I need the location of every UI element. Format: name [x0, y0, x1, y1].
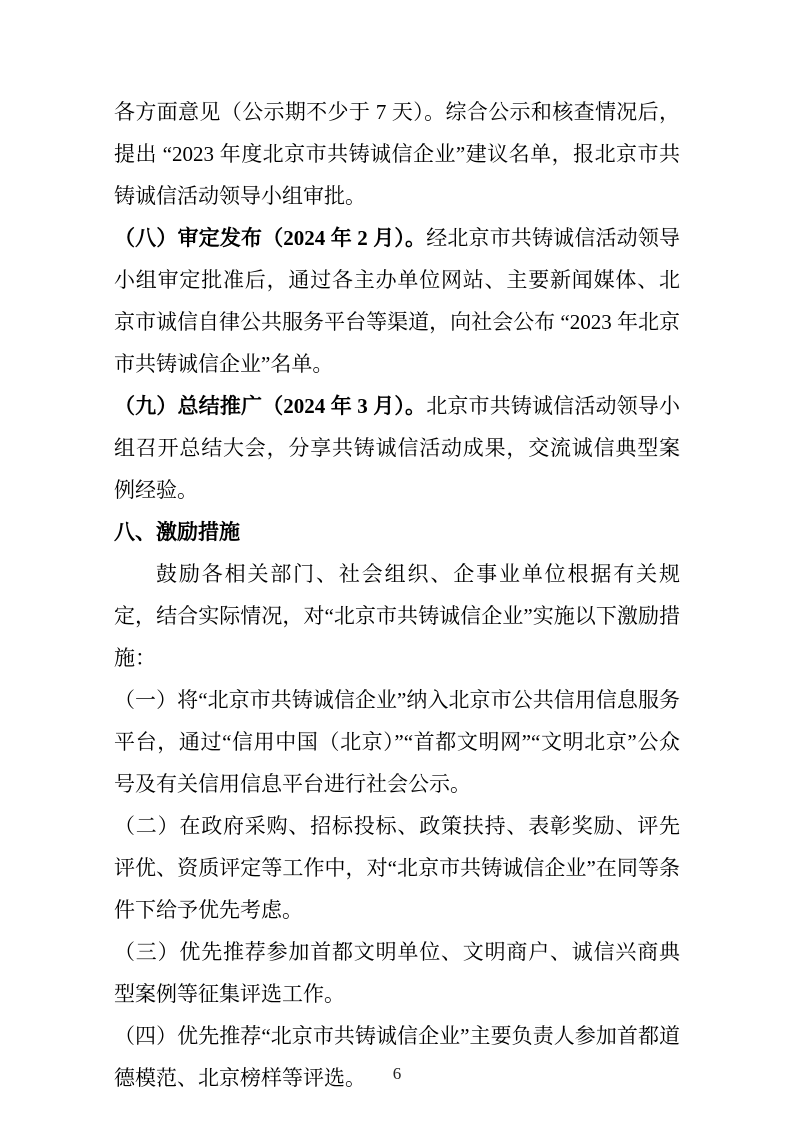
text-run: 北京市共铸诚信活动领导小组召开总结大会，分享共铸诚信活动成果，交流诚信典型案例经验。 — [114, 394, 681, 502]
paragraph-step-8-review-release — [114, 217, 680, 385]
text-run: （二）在政府采购、招标投标、政策扶持、表彰奖励、评先评优、资质评定等工作中，对“北京市共铸诚信企业”在同等条件下给予优先考虑。 — [114, 814, 680, 922]
text-run: 经北京市共铸诚信活动领导小组审定批准后，通过各主办单位网站、主要新闻媒体、北京市诚信自律公共服务平台等渠道，向社会公布 “2023 年北京市共铸诚信企业”名单。 — [114, 226, 681, 376]
bold-text-run: （九）总结推广（2024 年 3 月）。 — [114, 394, 427, 418]
text-run: （三）优先推荐参加首都文明单位、文明商户、诚信兴商典型案例等征集评选工作。 — [114, 940, 680, 1006]
text-run: （四）优先推荐“北京市共铸诚信企业”主要负责人参加首都道德模范、北京榜样等评选。 — [114, 1024, 680, 1090]
text-run: 鼓励各相关部门、社会组织、企事业单位根据有关规定，结合实际情况，对“北京市共铸诚信企业”实施以下激励措施： — [114, 562, 680, 670]
paragraph-incentive-3 — [114, 931, 680, 1015]
page-number: 6 — [392, 1064, 402, 1083]
paragraph-incentive-2 — [114, 805, 680, 931]
heading-section-8-incentive-measures — [114, 511, 680, 553]
bold-text-run: 八、激励措施 — [114, 520, 240, 544]
paragraph-public-comment-continuation — [114, 91, 680, 217]
paragraph-incentives-intro — [114, 553, 680, 679]
paragraph-incentive-1 — [114, 679, 680, 805]
bold-text-run: （八）审定发布（2024 年 2 月）。 — [114, 226, 427, 250]
text-run: （一）将“北京市共铸诚信企业”纳入北京市公共信用信息服务平台，通过“信用中国（北京）”“首都文明网”“文明北京”公众号及有关信用信息平台进行社会公示。 — [114, 688, 680, 796]
paragraph-step-9-summary-promotion — [114, 385, 680, 511]
document-body — [114, 91, 680, 1099]
text-run: 各方面意见（公示期不少于 7 天）。综合公示和核查情况后，提出 “2023 年度北京市共铸诚信企业”建议名单，报北京市共铸诚信活动领导小组审批。 — [114, 100, 680, 208]
